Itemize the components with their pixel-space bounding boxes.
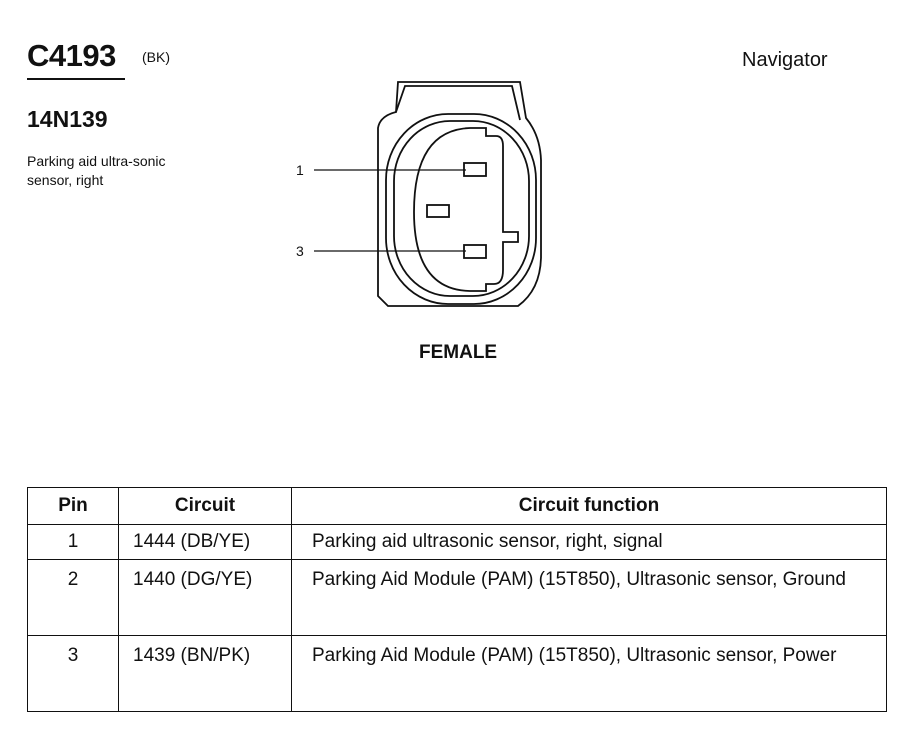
pin-number: 3 bbox=[28, 636, 119, 712]
pin-number: 2 bbox=[28, 560, 119, 636]
connector-id-underline bbox=[27, 78, 125, 80]
connector-gender-label: FEMALE bbox=[419, 342, 498, 363]
pinout-table bbox=[27, 487, 887, 712]
column-header-circuit: Circuit bbox=[119, 488, 292, 525]
pin-3-label: 3 bbox=[296, 243, 304, 259]
circuit-code: 1440 (DG/YE) bbox=[119, 560, 292, 636]
vehicle-model: Navigator bbox=[742, 49, 828, 71]
pin-3-terminal bbox=[464, 245, 486, 258]
part-number: 14N139 bbox=[27, 106, 108, 132]
table-header-row bbox=[28, 488, 887, 525]
pin-2-terminal bbox=[427, 205, 449, 217]
terminal-insert bbox=[414, 128, 518, 291]
circuit-function: Parking aid ultrasonic sensor, right, signal bbox=[292, 525, 887, 560]
connector-face-diagram bbox=[290, 72, 560, 322]
connector-id: C4193 bbox=[27, 38, 116, 73]
pin-1-terminal bbox=[464, 163, 486, 176]
table-row bbox=[28, 560, 887, 636]
table-row bbox=[28, 636, 887, 712]
pin-number: 1 bbox=[28, 525, 119, 560]
circuit-function: Parking Aid Module (PAM) (15T850), Ultrasonic sensor, Ground bbox=[292, 560, 887, 636]
circuit-code: 1444 (DB/YE) bbox=[119, 525, 292, 560]
circuit-code: 1439 (BN/PK) bbox=[119, 636, 292, 712]
pin-1-label: 1 bbox=[296, 162, 304, 178]
circuit-function: Parking Aid Module (PAM) (15T850), Ultrasonic sensor, Power bbox=[292, 636, 887, 712]
column-header-circuit-function: Circuit function bbox=[292, 488, 887, 525]
connector-color-code: (BK) bbox=[142, 49, 170, 65]
table-row bbox=[28, 525, 887, 560]
component-description: Parking aid ultra-sonic sensor, right bbox=[27, 153, 166, 188]
column-header-pin: Pin bbox=[28, 488, 119, 525]
